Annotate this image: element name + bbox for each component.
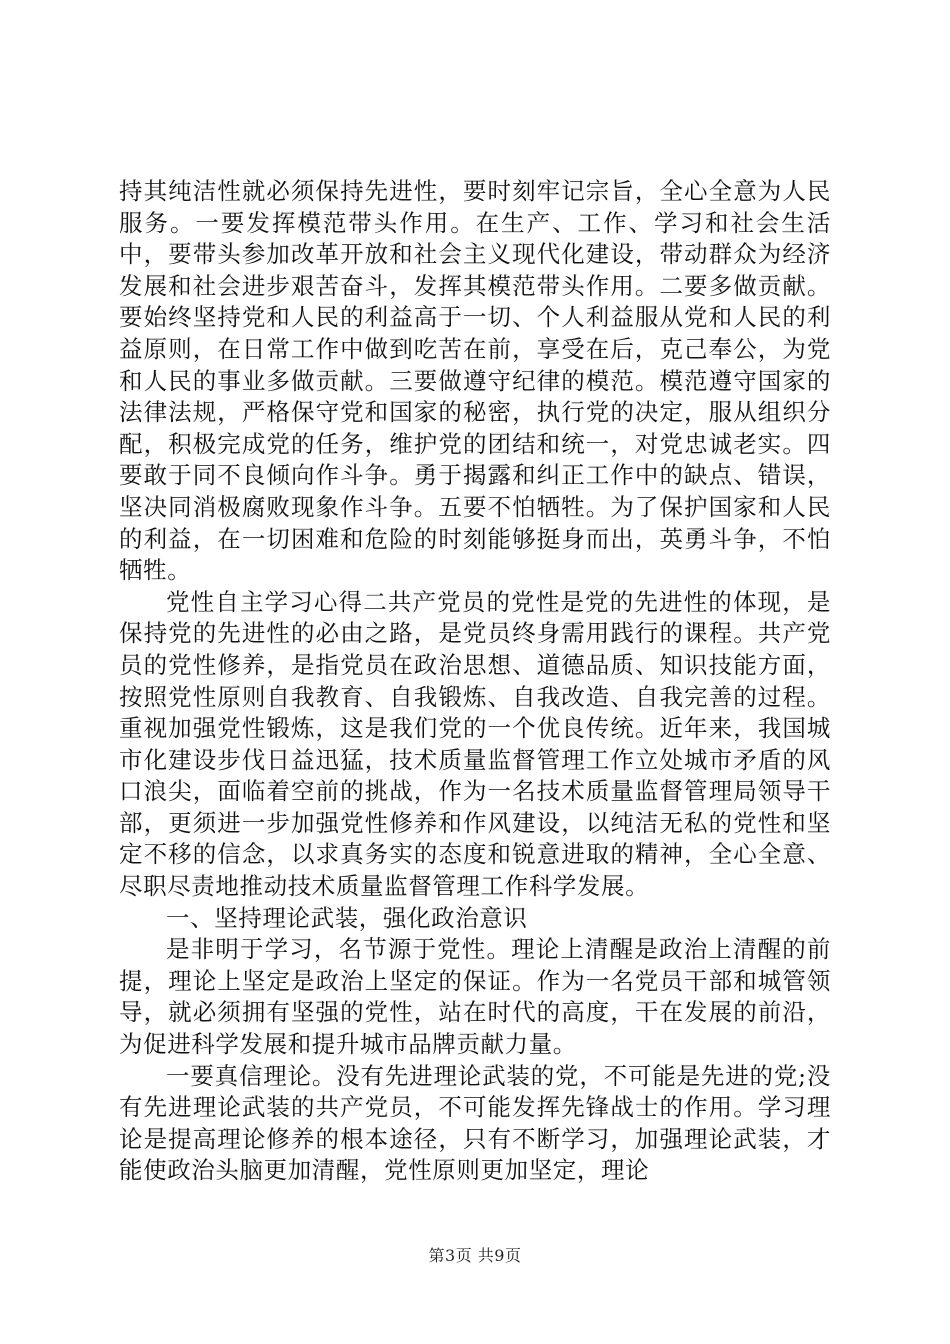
page-number-footer: 第3页 共9页 <box>428 1246 522 1265</box>
paragraph-believe-theory: 一要真信理论。没有先进理论武装的党，不可能是先进的党;没有先进理论武装的共产党员，不可能发挥先锋战士的作用。学习理论是提高理论修养的根本途径，只有不断学习，加强理论武装，才能使政治头脑更加清醒，党性原则更加坚定，理论 <box>119 1061 831 1185</box>
document-body <box>119 176 831 1187</box>
paragraph-study-notes-two: 党性自主学习心得二共产党员的党性是党的先进性的体现，是保持党的先进性的必由之路，是党员终身需用践行的课程。共产党员的党性修养，是指党员在政治思想、道德品质、知识技能方面，按照党性原则自我教育、自我锻炼、自我改造、自我完善的过程。重视加强党性锻炼，这是我们党的一个优良传统。近年来，我国城市化建设步伐日益迅猛，技术质量监督管理工作立处城市矛盾的风口浪尖，面临着空前的挑战，作为一名技术质量监督管理局领导干部，更须进一步加强党性修养和作风建设，以纯洁无私的党性和坚定不移的信念，以求真务实的态度和锐意进取的精神，全心全意、尽职尽责地推动技术质量监督管理工作科学发展。 <box>119 587 831 901</box>
paragraph-continuation: 持其纯洁性就必须保持先进性，要时刻牢记宗旨，全心全意为人民服务。一要发挥模范带头作用。在生产、工作、学习和社会生活中，要带头参加改革开放和社会主义现代化建设，带动群众为经济发展和社会进步艰苦奋斗，发挥其模范带头作用。二要多做贡献。要始终坚持党和人民的利益高于一切、个人利益服从党和人民的利益原则，在日常工作中做到吃苦在前，享受在后，克己奉公，为党和人民的事业多做贡献。三要做遵守纪律的模范。模范遵守国家的法律法规，严格保守党和国家的秘密，执行党的决定，服从组织分配，积极完成党的任务，维护党的团结和统一，对党忠诚老实。四要敢于同不良倾向作斗争。勇于揭露和纠正工作中的缺点、错误，坚决同消极腐败现象作斗争。五要不怕牺牲。为了保护国家和人民的利益，在一切困难和危险的时刻能够挺身而出，英勇斗争，不怕牺牲。 <box>119 177 831 585</box>
section-heading-theory: 一、坚持理论武装，强化政治意识 <box>166 903 528 932</box>
paragraph-theory-intro: 是非明于学习，名节源于党性。理论上清醒是政治上清醒的前提，理论上坚定是政治上坚定的保证。作为一名党员干部和城管领导，就必须拥有坚强的党性，站在时代的高度，干在发展的前沿，为促进科学发展和提升城市品牌贡献力量。 <box>119 935 831 1059</box>
